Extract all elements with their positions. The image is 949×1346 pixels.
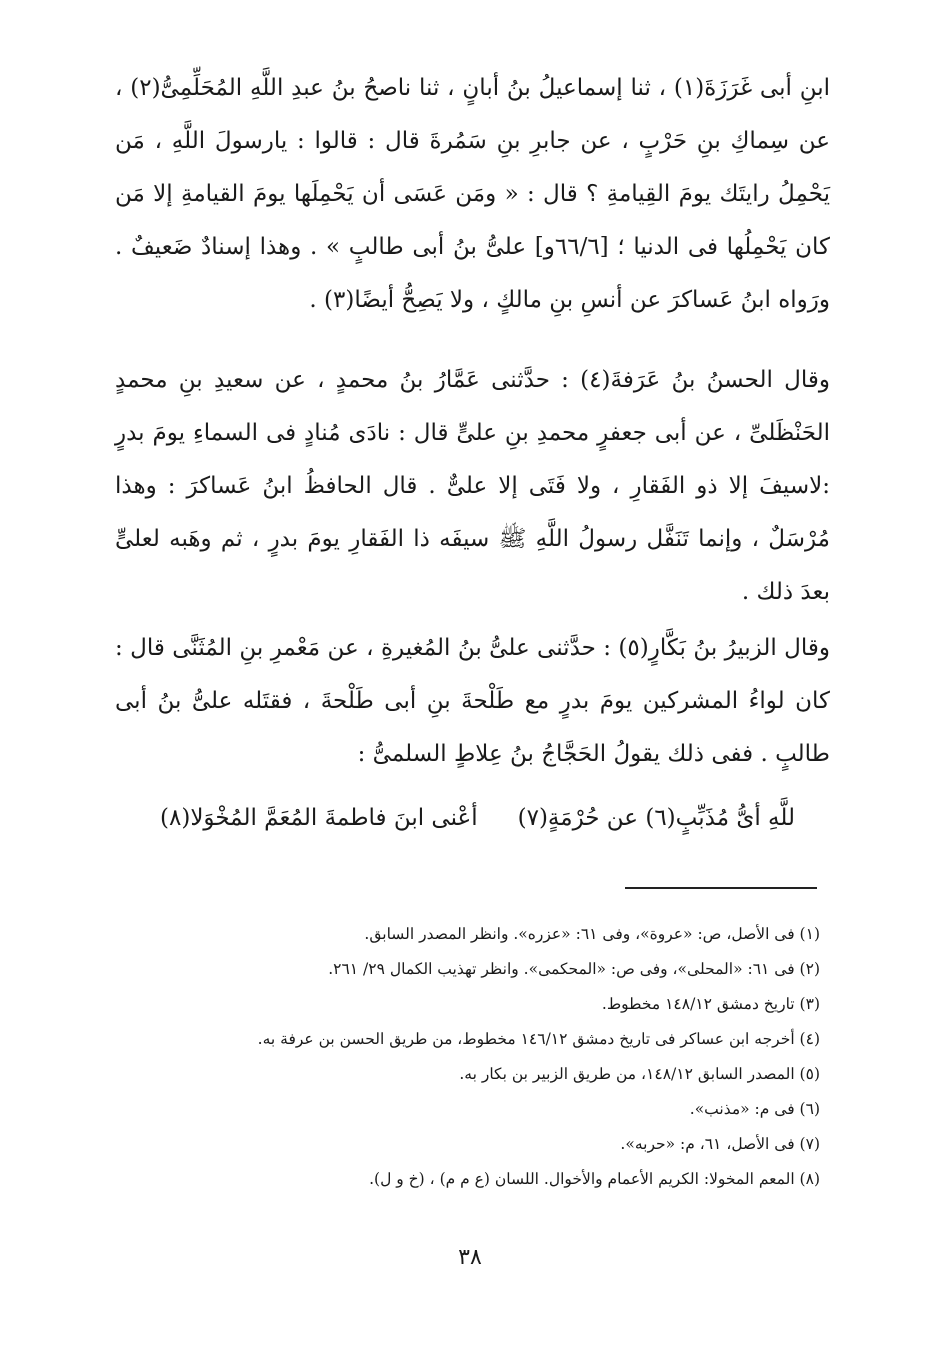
verse-first-hemistich: للَّهِ أىُّ مُذَبِّبٍ(٦) عن حُرْمَةٍ(٧)	[517, 805, 795, 831]
footnote-4: (٤) أخرجه ابن عساكر فى تاريخ دمشق ١٤٦/١٢ مخطوط، من طريق الحسن بن عرفة به.	[257, 1030, 820, 1048]
footnote-separator	[625, 887, 817, 889]
footnote-6: (٦) فى م: «مذنب».	[689, 1100, 820, 1118]
footnote-3: (٣) تاريخ دمشق ١٤٨/١٢ مخطوط.	[601, 995, 820, 1013]
paragraph-2: وقال الحسنُ بنُ عَرَفةَ(٤) : حدَّثنى عَمَّارُ بنُ محمدٍ ، عن سعيدِ بنِ محمدٍ الحَنْظَلىِّ ، عن أبى جعفرٍ محمدِ بنِ علىٍّ قال : نادَى مُنادٍ فى السماءِ يومَ بدرٍ :لاسيفَ إلا ذو الفَقارِ ، ولا فَتَى إلا علىٌّ . قال الحافظُ ابنُ عَساكرَ : وهذا مُرْسَلٌ ، وإنما تَنَفَّل رسولُ اللَّهِ ﷺ سيفَه ذا الفَقارِ يومَ بدرٍ ، ثم وهَبه لعلىٍّ بعدَ ذلك .	[115, 367, 830, 605]
page-number: ٣٨	[458, 1245, 482, 1270]
footnote-1: (١) فى الأصل، ص: «عروة»، وفى ٦١: «عزره». وانظر المصدر السابق.	[364, 925, 820, 943]
verse-second-hemistich: أعْنى ابنَ فاطمةَ المُعَمَّ المُخْوَلا(٨)	[160, 805, 478, 831]
footnote-2: (٢) فى ٦١: «المحلى»، وفى ص: «المحكمى». وانظر تهذيب الكمال ٢٩/ ٢٦١.	[328, 960, 820, 978]
poetry-verse	[160, 790, 795, 846]
footnote-7: (٧) فى الأصل، ٦١، م: «حربه».	[620, 1135, 820, 1153]
paragraph-3: وقال الزبيرُ بنُ بَكَّارٍ(٥) : حدَّثنى علىُّ بنُ المُغيرةِ ، عن مَعْمرِ بنِ المُثَنَّى قال : كان لواءُ المشركين يومَ بدرٍ مع طَلْحةَ بنِ أبى طَلْحةَ ، فقتَله علىُّ بنُ أبى طالبٍ . ففى ذلك يقولُ الحَجَّاجُ بنُ عِلاطٍ السلمىُّ :	[115, 635, 830, 767]
footnote-5: (٥) المصدر السابق ١٤٨/١٢، من طريق الزبير بن بكار به.	[459, 1065, 820, 1083]
footnote-8: (٨) المعم المخولا: الكريم الأعمام والأخوال. اللسان (ع م م) ، (خ و ل).	[369, 1170, 820, 1188]
paragraph-1: ابنِ أبى غَرَزَةَ(١) ، ثنا إسماعيلُ بنُ أبانٍ ، ثنا ناصحُ بنُ عبدِ اللَّهِ المُحَلِّمِىُّ(٢) ، عن سِماكِ بنِ حَرْبٍ ، عن جابرِ بنِ سَمُرةَ قال : قالوا : يارسولَ اللَّهِ ، مَن يَحْمِلُ رايتَك يومَ القِيامةِ ؟ قال : « ومَن عَسَى أن يَحْمِلَها يومَ القيامةِ إلا مَن كان يَحْمِلُها فى الدنيا ؛ [٦٦/٦و] علىُّ بنُ أبى طالبٍ » . وهذا إسنادٌ ضَعيفٌ . ورَواه ابنُ عَساكرَ عن أنسِ بنِ مالكٍ ، ولا يَصِحُّ أيضًا(٣) .	[115, 75, 830, 313]
footnotes-list	[120, 917, 820, 1197]
